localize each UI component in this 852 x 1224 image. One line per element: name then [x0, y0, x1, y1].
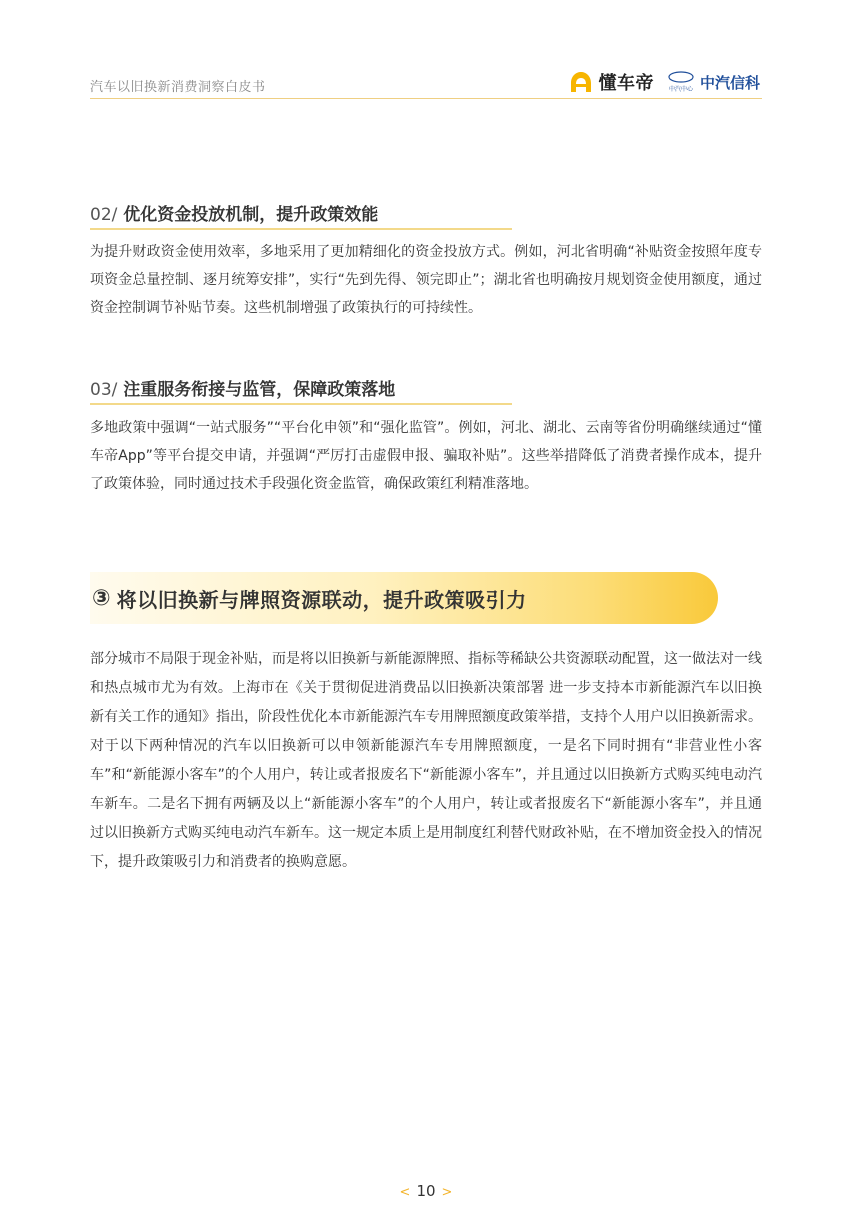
document-title: 汽车以旧换新消费洞察白皮书: [90, 80, 266, 95]
section-03-heading: [90, 375, 395, 400]
section-banner: [90, 572, 718, 624]
banner-number: ③: [92, 585, 111, 611]
section-02-body: 为提升财政资金使用效率，多地采用了更加精细化的资金投放方式。例如，河北省明确“补贴资金按照年度专项资金总量控制、逐月统筹安排”，实行“先到先得、领完即止”；湖北省也明确按月规划资金使用额度，通过资金控制调节补贴节奏。这些机制增强了政策执行的可持续性。: [90, 244, 762, 316]
banner-title: 将以旧换新与牌照资源联动，提升政策吸引力: [116, 587, 527, 612]
catarc-emblem-sub: 中汽中心: [668, 86, 693, 93]
section-03-body: 多地政策中强调“一站式服务”“平台化申领”和“强化监管”。例如，河北、湖北、云南等省份明确继续通过“懂车帝App”等平台提交申请，并强调“严厉打击虚假申报、骗取补贴”。这些举措降低了消费者操作成本，提升了政策体验，同时通过技术手段强化资金监管，确保政策红利精准落地。: [90, 420, 762, 492]
section-02-title: 优化资金投放机制，提升政策效能: [123, 205, 379, 225]
section-03-title: 注重服务衔接与监管，保障政策落地: [123, 380, 396, 400]
dongchedi-logo-text: 懂车帝: [598, 73, 654, 94]
section-03-number: 03/: [90, 380, 118, 400]
catarc-emblem: [668, 71, 694, 93]
header-logos: [568, 68, 760, 96]
section-02-underline: [90, 228, 512, 230]
dongchedi-logo-icon: [568, 71, 594, 93]
page-number: 10: [416, 1182, 436, 1200]
chevron-left-icon: <: [399, 1185, 411, 1200]
chevron-right-icon: >: [441, 1185, 453, 1200]
page-footer: [0, 1182, 852, 1200]
header-divider: [90, 98, 762, 99]
catarc-logo: [668, 71, 760, 93]
catarc-emblem-icon: [668, 71, 694, 83]
dongchedi-logo: [568, 69, 654, 95]
section-02-heading: [90, 200, 378, 225]
section-02-number: 02/: [90, 205, 118, 225]
catarc-logo-text: 中汽信科: [699, 73, 760, 92]
main-paragraph: 部分城市不局限于现金补贴，而是将以旧换新与新能源牌照、指标等稀缺公共资源联动配置，这一做法对一线和热点城市尤为有效。上海市在《关于贯彻促进消费品以旧换新决策部署 进一步支持本市新能源汽车以旧换新有关工作的通知》指出，阶段性优化本市新能源汽车专用牌照额度政策举措，支持个人用户以旧换新需求。对于以下两种情况的汽车以旧换新可以申领新能源汽车专用牌照额度，一是名下同时拥有“非营业性小客车”和“新能源小客车”的个人用户，转让或者报废名下“新能源小客车”，并且通过以旧换新方式购买纯电动汽车新车。二是名下拥有两辆及以上“新能源小客车”的个人用户，转让或者报废名下“新能源小客车”，并且通过以旧换新方式购买纯电动汽车新车。这一规定本质上是用制度红利替代财政补贴，在不增加资金投入的情况下，提升政策吸引力和消费者的换购意愿。: [90, 651, 762, 870]
section-03-underline: [90, 403, 512, 405]
